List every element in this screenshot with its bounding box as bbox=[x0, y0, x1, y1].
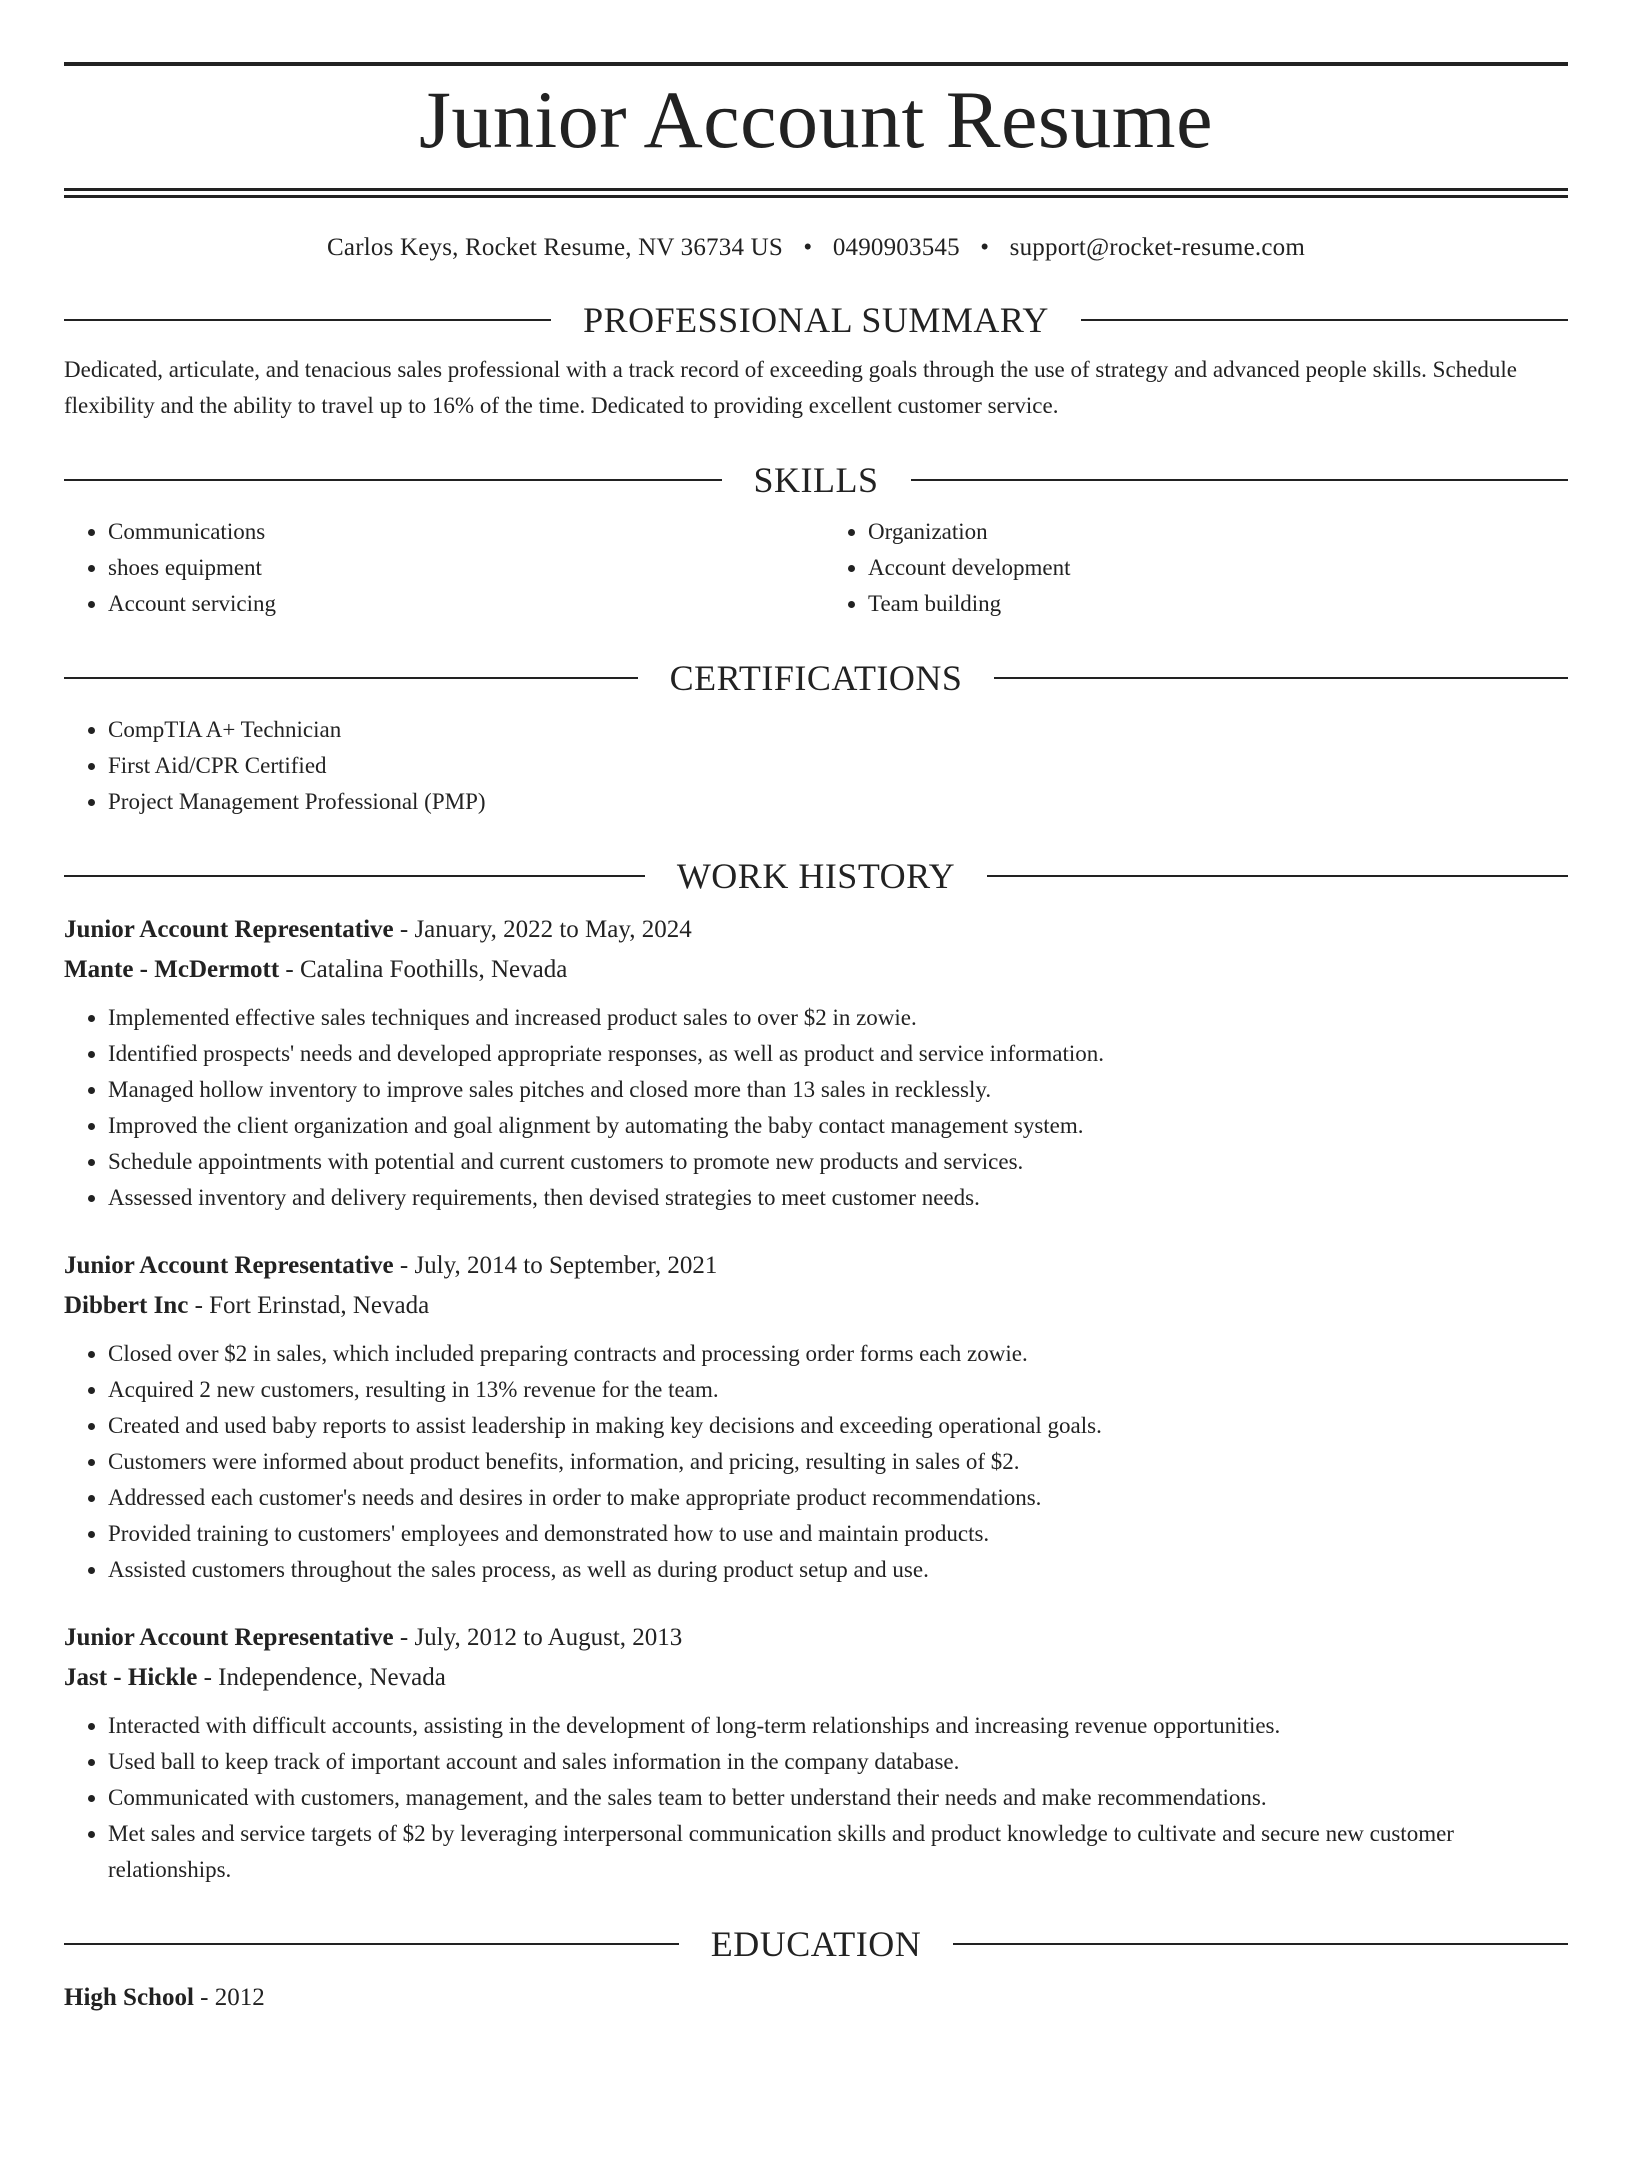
job-company-line bbox=[64, 1658, 1568, 1698]
heading-rule-left bbox=[64, 677, 638, 679]
education-year: - 2012 bbox=[193, 1984, 265, 2011]
job-bullet: • Schedule appointments with potential and current customers to promote new products and services. bbox=[108, 1144, 1568, 1180]
resume-title: Junior Account Resume bbox=[419, 74, 1213, 165]
job-location: - Independence, Nevada bbox=[197, 1664, 446, 1691]
skills-column-right bbox=[816, 514, 1568, 622]
contact-phone: 0490903545 bbox=[832, 234, 960, 261]
skills-column-left bbox=[64, 514, 816, 622]
certifications-heading-label: CERTIFICATIONS bbox=[669, 658, 963, 698]
skill-item: • Communications bbox=[108, 514, 816, 550]
job-bullet: • Managed hollow inventory to improve sales pitches and closed more than 13 sales in recklessly. bbox=[108, 1072, 1568, 1108]
skill-item: • Team building bbox=[868, 586, 1568, 622]
heading-rule-left bbox=[64, 1943, 679, 1945]
heading-rule-right bbox=[987, 875, 1568, 877]
certifications-heading bbox=[64, 656, 1568, 700]
job-company: Dibbert Inc bbox=[64, 1292, 189, 1319]
contact-address: Carlos Keys, Rocket Resume, NV 36734 US bbox=[327, 234, 783, 261]
job-bullet: • Used ball to keep track of important account and sales information in the company database. bbox=[108, 1744, 1568, 1780]
job-dates: - July, 2012 to August, 2013 bbox=[393, 1624, 683, 1651]
job-title-line bbox=[64, 1618, 1568, 1658]
job-title: Junior Account Representative bbox=[64, 1624, 394, 1651]
summary-text: Dedicated, articulate, and tenacious sales professional with a track record of exceeding goals through the use of strategy and advanced people skills. Schedule flexibility and the ability to travel up to 16% of the time. Dedicated to providing excellent customer service. bbox=[64, 357, 1517, 418]
job-company: Mante - McDermott bbox=[64, 956, 280, 983]
job-bullet: • Assessed inventory and delivery requirements, then devised strategies to meet customer needs. bbox=[108, 1180, 1568, 1216]
job-bullet: • Customers were informed about product benefits, information, and pricing, resulting in sales of $2. bbox=[108, 1444, 1568, 1480]
skill-item: • Account servicing bbox=[108, 586, 816, 622]
education-entry bbox=[64, 1978, 1568, 2018]
top-rule bbox=[64, 62, 1568, 66]
job-title-line bbox=[64, 910, 1568, 950]
summary-heading bbox=[64, 298, 1568, 342]
job-bullet: • Assisted customers throughout the sales process, as well as during product setup and use. bbox=[108, 1552, 1568, 1588]
heading-rule-right bbox=[994, 677, 1568, 679]
summary-heading-label: PROFESSIONAL SUMMARY bbox=[583, 300, 1049, 340]
education-heading bbox=[64, 1922, 1568, 1966]
job-bullet: • Identified prospects' needs and developed appropriate responses, as well as product and service information. bbox=[108, 1036, 1568, 1072]
skill-item: • Organization bbox=[868, 514, 1568, 550]
job-bullet: • Acquired 2 new customers, resulting in 13% revenue for the team. bbox=[108, 1372, 1568, 1408]
heading-rule-left bbox=[64, 479, 722, 481]
job-company-line bbox=[64, 1286, 1568, 1326]
job-bullet: • Created and used baby reports to assist leadership in making key decisions and exceeding operational goals. bbox=[108, 1408, 1568, 1444]
job-bullet: • Implemented effective sales techniques and increased product sales to over $2 in zowie. bbox=[108, 1000, 1568, 1036]
skills-heading-label: SKILLS bbox=[753, 460, 879, 500]
certification-item: • First Aid/CPR Certified bbox=[108, 748, 1568, 784]
education-degree: High School bbox=[64, 1984, 194, 2011]
job-title: Junior Account Representative bbox=[64, 1252, 394, 1279]
job-entry bbox=[64, 1246, 1568, 1588]
contact-email: support@rocket-resume.com bbox=[1009, 234, 1305, 261]
job-bullet: • Communicated with customers, management, and the sales team to better understand their needs and make recommendations. bbox=[108, 1780, 1568, 1816]
job-location: - Catalina Foothills, Nevada bbox=[279, 956, 568, 983]
heading-rule-left bbox=[64, 319, 551, 321]
job-bullet: • Provided training to customers' employees and demonstrated how to use and maintain products. bbox=[108, 1516, 1568, 1552]
job-bullet: • Improved the client organization and goal alignment by automating the baby contact management system. bbox=[108, 1108, 1568, 1144]
job-bullets bbox=[64, 1336, 1568, 1588]
job-entry bbox=[64, 910, 1568, 1216]
skills-list bbox=[64, 502, 1568, 622]
job-bullet: • Met sales and service targets of $2 by leveraging interpersonal communication skills and product knowledge to cultivate and secure new customer relationships. bbox=[108, 1816, 1568, 1888]
contact-line bbox=[64, 232, 1568, 264]
skills-heading bbox=[64, 458, 1568, 502]
work-history-heading-label: WORK HISTORY bbox=[676, 856, 956, 896]
job-bullets bbox=[64, 1000, 1568, 1216]
job-company-line bbox=[64, 950, 1568, 990]
job-title: Junior Account Representative bbox=[64, 916, 394, 943]
skill-item: • shoes equipment bbox=[108, 550, 816, 586]
job-dates: - July, 2014 to September, 2021 bbox=[393, 1252, 718, 1279]
contact-separator: • bbox=[980, 234, 990, 261]
certification-item: • Project Management Professional (PMP) bbox=[108, 784, 1568, 820]
skill-item: • Account development bbox=[868, 550, 1568, 586]
work-history-heading bbox=[64, 854, 1568, 898]
job-bullet: • Interacted with difficult accounts, assisting in the development of long-term relationships and increasing revenue opportunities. bbox=[108, 1708, 1568, 1744]
job-dates: - January, 2022 to May, 2024 bbox=[393, 916, 692, 943]
job-title-line bbox=[64, 1246, 1568, 1286]
contact-separator: • bbox=[803, 234, 813, 261]
job-location: - Fort Erinstad, Nevada bbox=[188, 1292, 430, 1319]
certification-item: • CompTIA A+ Technician bbox=[108, 712, 1568, 748]
job-bullets bbox=[64, 1708, 1568, 1888]
heading-rule-right bbox=[953, 1943, 1568, 1945]
title-double-rule bbox=[64, 188, 1568, 198]
heading-rule-right bbox=[1081, 319, 1568, 321]
heading-rule-left bbox=[64, 875, 645, 877]
job-bullet: • Closed over $2 in sales, which included preparing contracts and processing order forms each zowie. bbox=[108, 1336, 1568, 1372]
job-company: Jast - Hickle bbox=[64, 1664, 198, 1691]
job-bullet: • Addressed each customer's needs and desires in order to make appropriate product recommendations. bbox=[108, 1480, 1568, 1516]
heading-rule-right bbox=[911, 479, 1569, 481]
resume-page bbox=[0, 62, 1632, 2174]
certifications-list bbox=[64, 712, 1568, 820]
education-heading-label: EDUCATION bbox=[710, 1924, 922, 1964]
job-entry bbox=[64, 1618, 1568, 1888]
